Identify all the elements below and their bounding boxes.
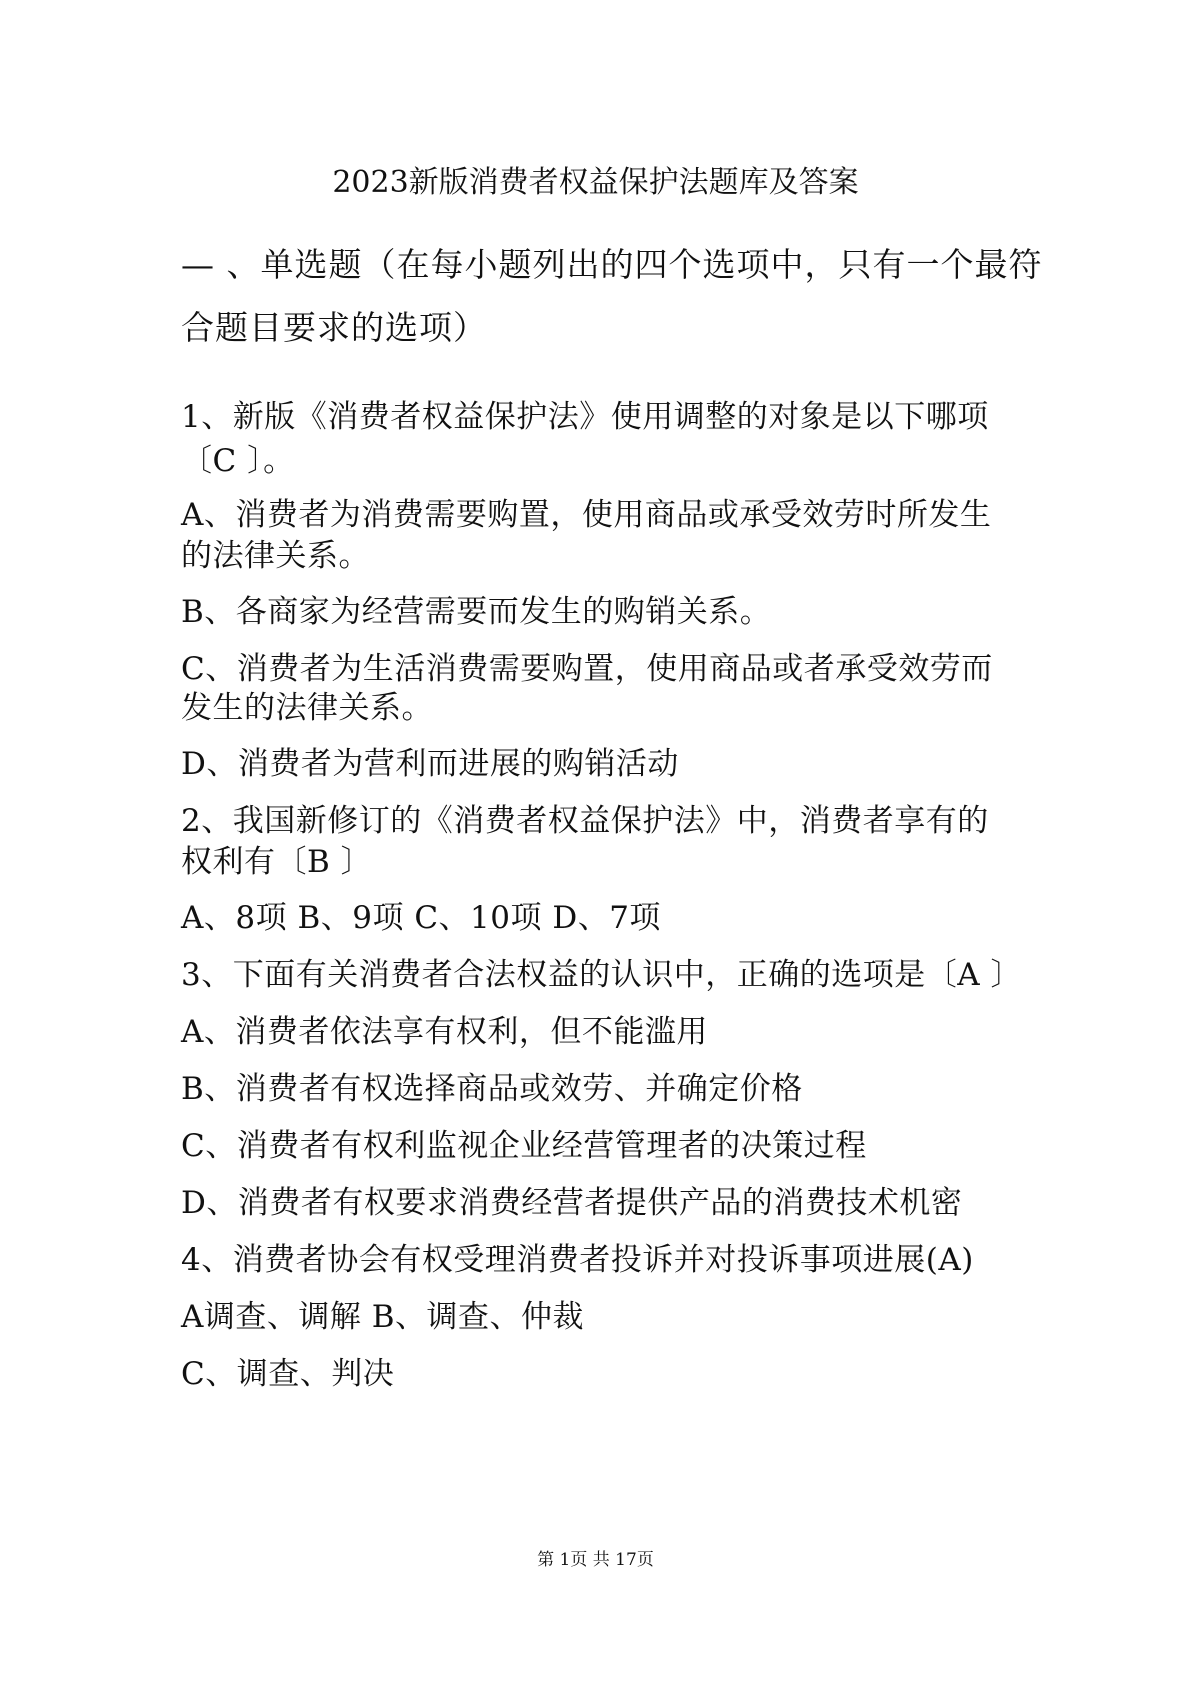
question-3-option-b: B、消费者有权选择商品或效劳、并确定价格 — [181, 1071, 803, 1107]
question-3-option-c: C、消费者有权利监视企业经营管理者的决策过程 — [181, 1128, 867, 1164]
question-1-option-c-line-1: C、消费者为生活消费需要购置，使用商品或者承受效劳而 — [181, 651, 993, 687]
section-heading-line-1: — 、单选题（在每小题列出的四个选项中，只有一个最符 — [181, 245, 1043, 284]
section-heading-line-2: 合题目要求的选项） — [181, 308, 487, 347]
question-4-options-line-2: C、调查、判决 — [181, 1356, 395, 1392]
question-2-stem-line-1: 2、我国新修订的《消费者权益保护法》中，消费者享有的 — [181, 803, 989, 839]
question-4-options-line-1: A调查、调解 B、调查、仲裁 — [181, 1299, 585, 1335]
question-1-stem-line-1: 1、新版《消费者权益保护法》使用调整的对象是以下哪项 — [181, 399, 989, 435]
question-3-option-d: D、消费者有权要求消费经营者提供产品的消费技术机密 — [181, 1185, 963, 1221]
page-footer: 第 1页 共 17页 — [537, 1550, 654, 1570]
question-3-option-a: A、消费者依法享有权利，但不能滥用 — [181, 1014, 708, 1050]
question-2-options: A、8项 B、9项 C、10项 D、7项 — [181, 900, 661, 936]
question-4-stem: 4、消费者协会有权受理消费者投诉并对投诉事项进展(A) — [181, 1242, 974, 1278]
question-1-option-d: D、消费者为营利而进展的购销活动 — [181, 746, 679, 782]
question-1-option-a-line-1: A、消费者为消费需要购置，使用商品或承受效劳时所发生 — [181, 497, 992, 533]
question-2-stem-line-2: 权利有〔B 〕 — [181, 844, 373, 880]
question-1-option-a-line-2: 的法律关系。 — [181, 538, 370, 574]
question-1-option-c-line-2: 发生的法律关系。 — [181, 690, 433, 726]
question-3-stem: 3、下面有关消费者合法权益的认识中，正确的选项是〔A 〕 — [181, 957, 1022, 993]
question-1-option-b: B、各商家为经营需要而发生的购销关系。 — [181, 594, 772, 630]
question-1-stem-line-2: 〔C 〕。 — [181, 443, 295, 479]
document-title: 2023新版消费者权益保护法题库及答案 — [332, 165, 859, 200]
